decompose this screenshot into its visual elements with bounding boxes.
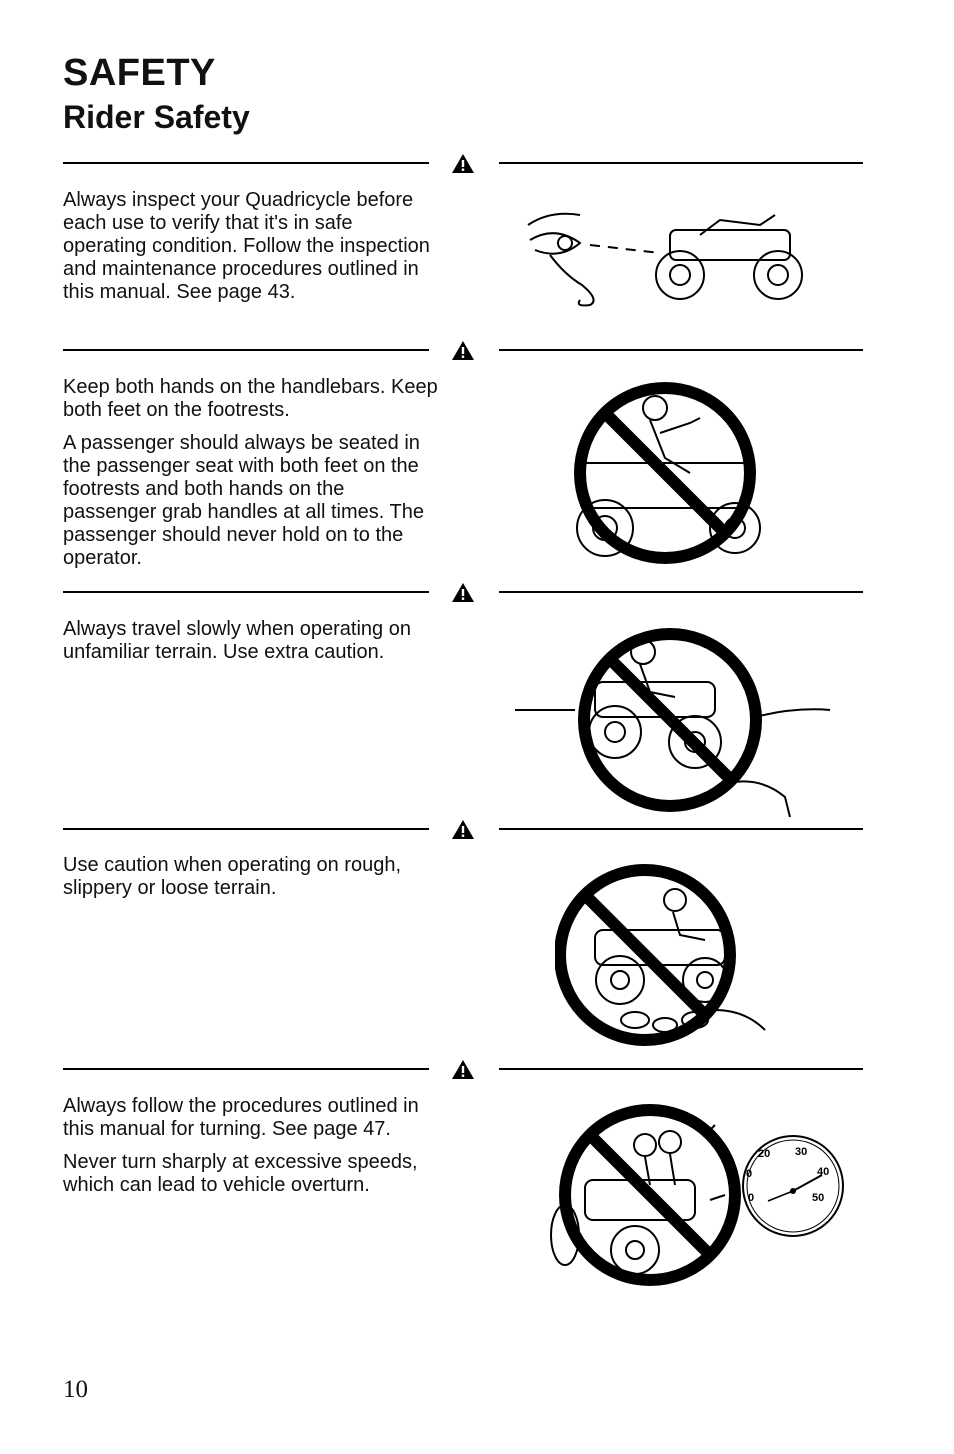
paragraph: Keep both hands on the handlebars. Keep both feet on the footrests.	[63, 376, 438, 421]
safety-text	[63, 1095, 438, 1207]
eye-inspecting-atv-illustration	[520, 205, 810, 315]
warning-triangle-icon	[451, 153, 475, 174]
divider-right	[499, 349, 863, 351]
gauge-tick-label: 50	[812, 1192, 825, 1204]
gauge-tick-label: 20	[758, 1148, 771, 1160]
safety-text	[63, 854, 438, 910]
divider-left	[63, 349, 429, 351]
warning-triangle-icon	[451, 819, 475, 840]
gauge-tick-label: 40	[817, 1166, 830, 1178]
safety-text	[63, 376, 438, 580]
safety-text	[63, 618, 438, 674]
warning-triangle-icon	[451, 340, 475, 361]
divider-left	[63, 1068, 429, 1070]
page-title: SAFETY	[63, 52, 216, 94]
divider-right	[499, 828, 863, 830]
paragraph: A passenger should always be seated in the passenger seat with both feet on the footrests and both hands on the passenger grab handles at all times. The passenger should never hold on to the operator.	[63, 432, 424, 569]
paragraph: Always follow the procedures outlined in this manual for turning. See page 47.	[63, 1095, 419, 1140]
gauge-tick-label: 0	[746, 1168, 753, 1180]
gauge-tick-label: 0	[748, 1192, 755, 1204]
no-rough-terrain-illustration	[555, 860, 775, 1050]
safety-text	[63, 189, 438, 314]
gauge-tick-label: 30	[795, 1146, 808, 1158]
section-subtitle: Rider Safety	[63, 99, 250, 135]
paragraph: Always inspect your Quadricycle before each use to verify that it's in safe operating condition. Follow the inspection and maintenance procedures outlined in this manual. See page 43.	[63, 189, 430, 303]
warning-triangle-icon	[451, 582, 475, 603]
speedometer-gauge-illustration	[740, 1133, 846, 1239]
no-hands-off-handlebars-illustration	[560, 378, 770, 568]
page-number: 10	[63, 1376, 88, 1403]
paragraph: Always travel slowly when operating on unfamiliar terrain. Use extra caution.	[63, 618, 411, 663]
divider-right	[499, 162, 863, 164]
divider-left	[63, 162, 429, 164]
paragraph: Use caution when operating on rough, slippery or loose terrain.	[63, 854, 402, 899]
divider-left	[63, 828, 429, 830]
divider-right	[499, 591, 863, 593]
warning-triangle-icon	[451, 1059, 475, 1080]
no-fast-on-unfamiliar-terrain-illustration	[515, 622, 835, 822]
paragraph: Never turn sharply at excessive speeds, which can lead to vehicle overturn.	[63, 1151, 418, 1196]
divider-right	[499, 1068, 863, 1070]
divider-left	[63, 591, 429, 593]
